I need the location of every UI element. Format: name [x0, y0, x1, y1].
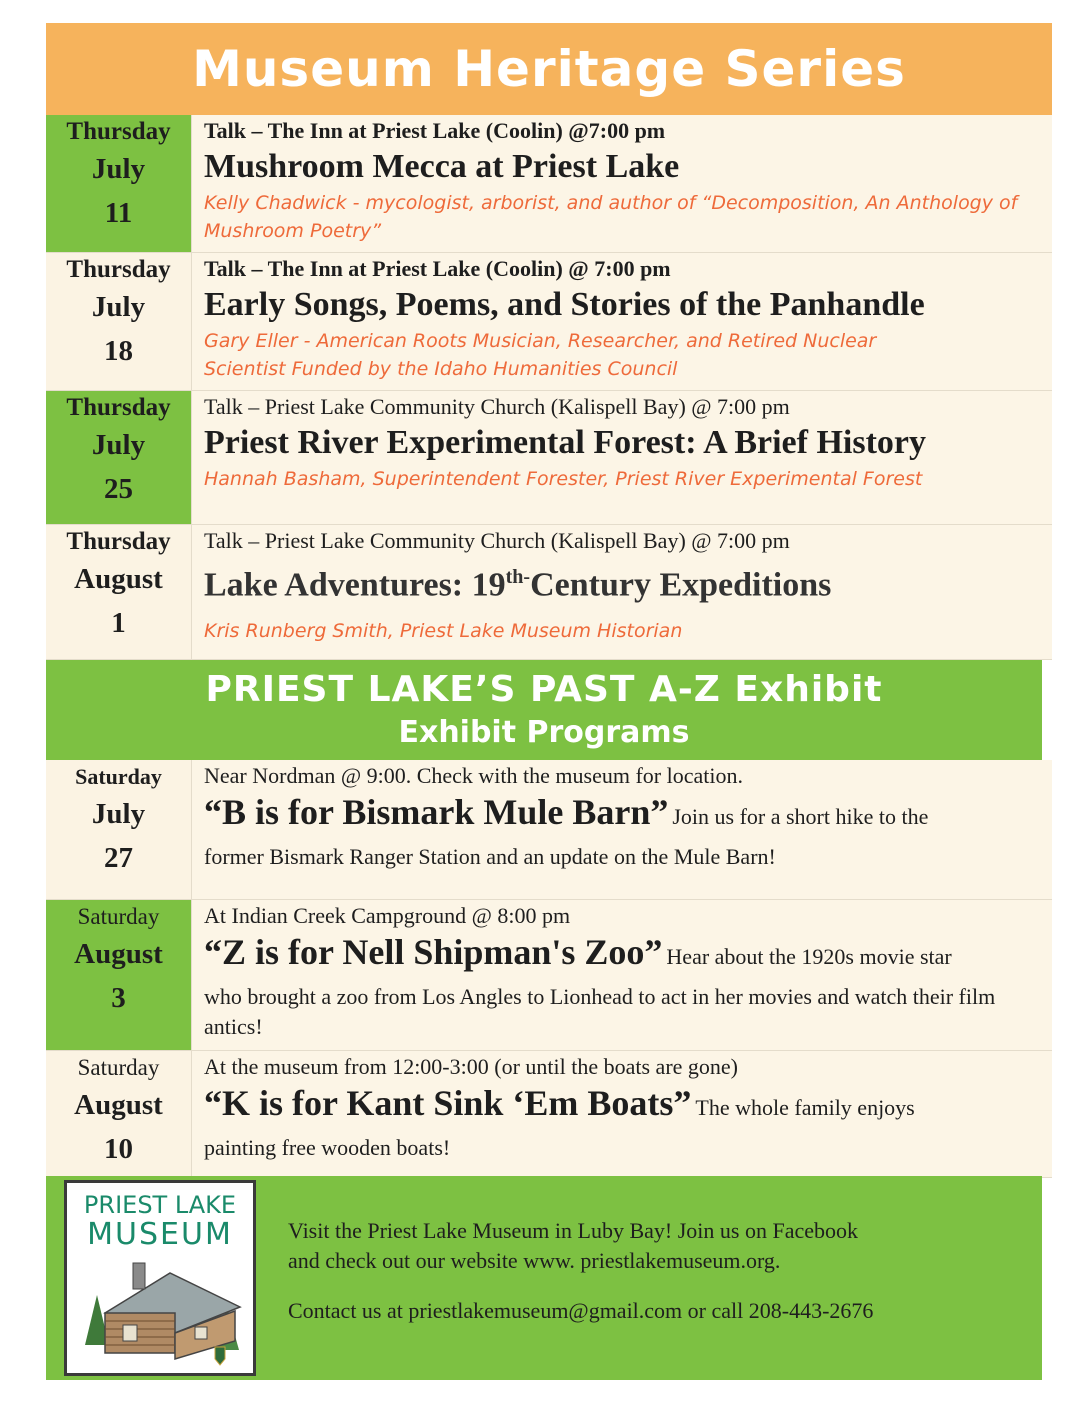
program-venue: At the museum from 12:00-3:00 (or until the boats are gone)	[204, 1054, 738, 1079]
program-title: “K is for Kant Sink ‘Em Boats”	[204, 1083, 692, 1123]
talk-row	[46, 115, 1052, 253]
footer-band	[46, 1176, 1042, 1380]
talk-speaker: Kris Runberg Smith, Priest Lake Museum Historian	[204, 620, 683, 643]
website-text: and check out our website www. priestlakemuseum.org.	[288, 1248, 781, 1273]
program-description: painting free wooden boats!	[204, 1135, 451, 1160]
museum-logo: PRIEST LAKE MUSEUM	[64, 1180, 256, 1376]
program-info: Near Nordman @ 9:00. Check with the museum for location. “B is for Bismark Mule Barn” Join us for a short hike to the former Bismark Ranger Station and an update on the Mule Barn!	[192, 760, 1052, 899]
program-date: Saturday July 27	[46, 760, 192, 899]
talk-venue: Talk – Priest Lake Community Church (Kalispell Bay) @ 7:00 pm	[204, 528, 790, 553]
exhibit-heading: PRIEST LAKE’S PAST A-Z Exhibit	[205, 669, 883, 710]
talk-title: Lake Adventures: $19^{th-}Century$ Expeditions	[204, 566, 832, 604]
talk-info	[192, 525, 1052, 659]
talk-date: Thursday July 25	[46, 391, 192, 524]
program-date: Saturday August 3	[46, 900, 192, 1050]
talk-title: Mushroom Mecca at Priest Lake	[204, 148, 680, 185]
exhibit-heading-band	[46, 660, 1042, 760]
talk-speaker: Hannah Basham, Superintendent Forester, Priest River Experimental Forest	[204, 468, 923, 490]
contact-text: Contact us at priestlakemuseum@gmail.com or call 208-443-2676	[288, 1298, 874, 1323]
program-date: Saturday August 10	[46, 1051, 192, 1177]
program-venue: Near Nordman @ 9:00. Check with the museum for location.	[204, 763, 743, 788]
talk-date: Thursday July 11	[46, 115, 192, 252]
talk-venue: Talk – The Inn at Priest Lake (Coolin) @7:00 pm	[204, 118, 666, 143]
exhibit-subheading: Exhibit Programs	[398, 715, 690, 750]
program-title: “Z is for Nell Shipman's Zoo”	[204, 932, 663, 972]
program-row	[46, 1051, 1052, 1178]
flyer	[46, 23, 1052, 1323]
talk-row	[46, 253, 1052, 391]
talk-venue: Talk – The Inn at Priest Lake (Coolin) @ 7:00 pm	[204, 256, 671, 281]
program-title: “B is for Bismark Mule Barn”	[204, 792, 669, 832]
talk-info	[192, 253, 1052, 390]
talk-row	[46, 391, 1052, 525]
program-venue: At Indian Creek Campground @ 8:00 pm	[204, 903, 571, 928]
talk-info	[192, 115, 1052, 252]
talk-title: Priest River Experimental Forest: A Brief History	[204, 424, 927, 461]
program-info: At the museum from 12:00-3:00 (or until the boats are gone) “K is for Kant Sink ‘Em Boats” The whole family enjoys painting free wooden boats!	[192, 1051, 1052, 1177]
program-row	[46, 760, 1052, 900]
program-description: former Bismark Ranger Station and an update on the Mule Barn!	[204, 844, 776, 869]
visit-text: Visit the Priest Lake Museum in Luby Bay! Join us on Facebook	[288, 1218, 859, 1243]
talk-venue: Talk – Priest Lake Community Church (Kalispell Bay) @ 7:00 pm	[204, 394, 790, 419]
talk-date: Thursday August 1	[46, 525, 192, 659]
cabin-illustration-icon	[75, 1255, 245, 1367]
series-title: Museum Heritage Series	[46, 23, 1052, 115]
talk-speaker: Gary Eller - American Roots Musician, Researcher, and Retired Nuclear Scientist Funded by the Idaho Humanities Council	[204, 330, 877, 380]
program-info: At Indian Creek Campground @ 8:00 pm “Z is for Nell Shipman's Zoo” Hear about the 1920s movie star who brought a zoo from Los Angles to Lionhead to act in her movies and watch their film antics!	[192, 900, 1052, 1050]
program-row	[46, 900, 1052, 1051]
talk-title: Early Songs, Poems, and Stories of the Panhandle	[204, 286, 925, 323]
talk-row	[46, 525, 1052, 660]
program-description: who brought a zoo from Los Angles to Lionhead to act in her movies and watch their film antics!	[204, 984, 996, 1039]
contact-info	[288, 1216, 1008, 1326]
talk-info	[192, 391, 1052, 524]
talk-speaker: Kelly Chadwick - mycologist, arborist, and author of “Decomposition, An Anthology of Mushroom Poetry”	[204, 192, 1018, 242]
talk-date: Thursday July 18	[46, 253, 192, 390]
